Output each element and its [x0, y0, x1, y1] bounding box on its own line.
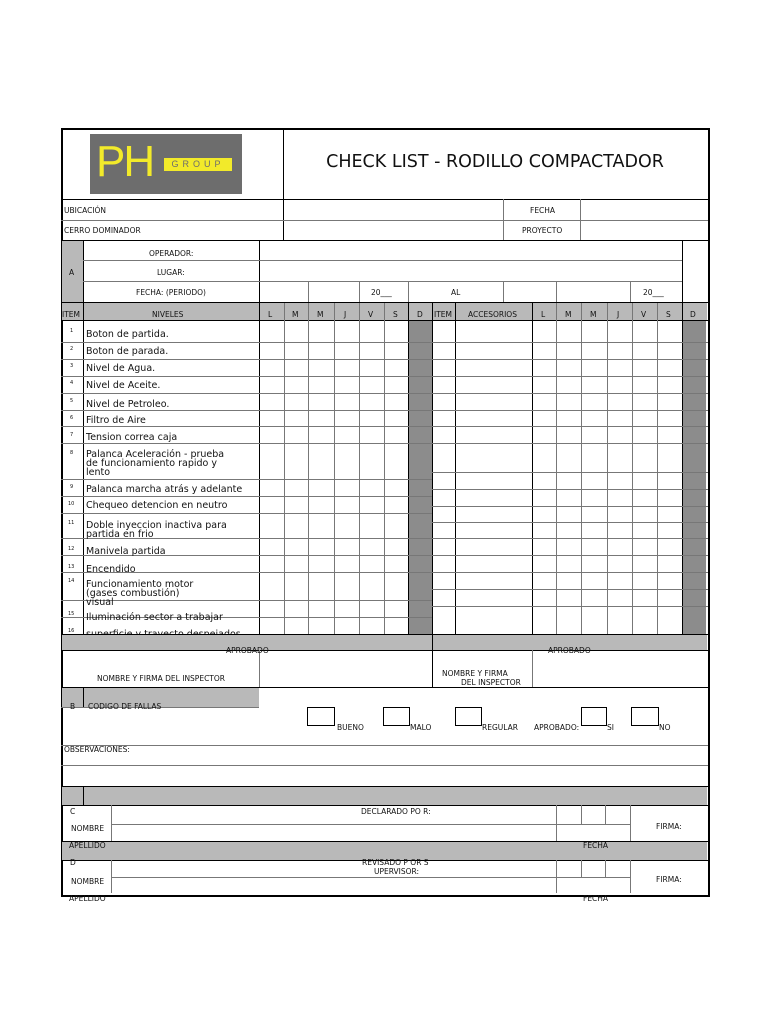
inspector-right-label-1: NOMBRE Y FIRMA [442, 669, 508, 678]
aprobado-right-label: APROBADO [548, 646, 591, 655]
revisado-nombre-field[interactable] [113, 878, 555, 892]
item-number: 7 [70, 432, 74, 438]
check-item-boton-parada: Boton de parada. [86, 346, 169, 357]
proyecto-field[interactable] [582, 222, 705, 239]
item-number: 3 [70, 363, 74, 369]
inspector-right-label-2: DEL INSPECTOR [461, 678, 521, 687]
label-ubicacion: UBICACIÓN [64, 206, 107, 215]
item-number: 8 [70, 450, 74, 456]
item-number: 13 [68, 564, 75, 570]
item-number: 15 [68, 611, 75, 617]
label-proyecto: PROYECTO [522, 226, 563, 235]
declarado-firma-field[interactable] [632, 806, 705, 840]
check-item-detencion-neutro: Chequeo detencion en neutro [86, 500, 228, 511]
label-fecha-c: FECHA [583, 841, 609, 850]
label-regular: REGULAR [482, 723, 518, 732]
header-niveles: NIVELES [152, 310, 184, 319]
header-item-right: ITEM [434, 310, 453, 319]
ubicacion-field[interactable] [285, 201, 501, 219]
check-item-palanca-aceleracion: Palanca Aceleración - prueba de funcionamiento rapido y lento [86, 449, 225, 478]
cerro-field[interactable] [285, 222, 501, 239]
item-number: 4 [70, 380, 74, 386]
header-day-v: V [368, 310, 374, 319]
inspector-left-label: NOMBRE Y FIRMA DEL INSPECTOR [97, 674, 226, 683]
label-firma-c: FIRMA: [656, 822, 682, 831]
label-fecha-d: FECHA [583, 894, 609, 903]
section-c-letter: C [70, 807, 76, 816]
label-aprobado: APROBADO: [534, 723, 580, 732]
label-observaciones: OBSERVACIONES: [64, 745, 130, 754]
label-codigo-fallas: CODIGO DE FALLAS [88, 702, 162, 711]
label-apellido-d: APELLIDO [69, 894, 106, 903]
section-b-letter: B [70, 702, 76, 711]
check-item-boton-partida: Boton de partida. [86, 329, 169, 340]
header-day-m2: M [317, 310, 324, 319]
header-day-l-right: L [541, 310, 546, 319]
label-operador: OPERADOR: [149, 249, 194, 258]
item-number: 5 [70, 398, 74, 404]
header-day-d-right: D [690, 310, 696, 319]
bueno-checkbox[interactable] [307, 707, 335, 726]
malo-checkbox[interactable] [383, 707, 410, 726]
check-item-palanca-marcha: Palanca marcha atrás y adelante [86, 484, 243, 495]
label-cerro-dominador: CERRO DOMINADOR [64, 226, 141, 235]
header-day-j-right: J [617, 310, 620, 319]
page-title: CHECK LIST - RODILLO COMPACTADOR [326, 152, 664, 172]
item-number: 6 [70, 415, 74, 421]
label-malo: MALO [410, 723, 432, 732]
section-d-letter: D [70, 858, 76, 867]
no-checkbox[interactable] [631, 707, 659, 726]
header-day-v-right: V [641, 310, 647, 319]
header-accesorios: ACCESORIOS [468, 310, 517, 319]
label-fecha-periodo: FECHA: (PERIODO) [136, 288, 206, 297]
aprobado-band [62, 634, 707, 650]
label-nombre-d: NOMBRE [71, 877, 105, 886]
observaciones-field[interactable] [63, 766, 705, 785]
item-number: 10 [68, 501, 75, 507]
section-c-band [62, 787, 707, 805]
header-day-d: D [417, 310, 423, 319]
label-no: NO [659, 723, 671, 732]
label-firma-d: FIRMA: [656, 875, 682, 884]
check-item-doble-inyeccion: Doble inyeccion inactiva para partida en frio [86, 520, 227, 540]
check-item-nivel-agua: Nivel de Agua. [86, 363, 156, 374]
fecha-field[interactable] [582, 201, 705, 219]
year-start[interactable]: 20___ [371, 288, 392, 297]
check-item-filtro-aire: Filtro de Aire [86, 415, 146, 426]
logo-ph-text: PH [96, 137, 154, 186]
header-item-left: ITEM [62, 310, 81, 319]
label-al: AL [451, 288, 461, 297]
label-revisado-2: UPERVISOR: [374, 867, 420, 876]
label-revisado-1: REVISADO P OR S [362, 858, 429, 867]
check-item-encendido: Encendido [86, 564, 136, 575]
header-day-j: J [344, 310, 347, 319]
section-a-letter: A [69, 268, 75, 277]
aprobado-left-label: APROBADO [226, 646, 269, 655]
item-number: 14 [68, 578, 75, 584]
year-end[interactable]: 20___ [643, 288, 664, 297]
header-day-m1: M [292, 310, 299, 319]
label-lugar: LUGAR: [157, 268, 185, 277]
header-day-m1-right: M [565, 310, 572, 319]
item-number: 2 [70, 346, 74, 352]
logo-group-text: GROUP [164, 158, 232, 171]
item-number: 9 [70, 484, 74, 490]
header-day-l: L [268, 310, 273, 319]
check-item-funcionamiento-motor: Funcionamiento motor (gases combustión) visual [86, 579, 194, 608]
header-day-m2-right: M [590, 310, 597, 319]
domingo-column-right [683, 320, 706, 634]
item-number: 12 [68, 546, 75, 552]
check-item-iluminacion: Iluminación sector a trabajar [86, 612, 223, 623]
revisado-firma-field[interactable] [632, 861, 705, 892]
label-declarado-por: DECLARADO PO R: [361, 807, 431, 816]
si-checkbox[interactable] [581, 707, 607, 726]
label-si: SI [607, 723, 614, 732]
item-number: 11 [68, 520, 75, 526]
declarado-nombre-field[interactable] [113, 825, 555, 840]
inspector-right-signature-field[interactable] [534, 652, 705, 686]
lugar-field[interactable] [261, 262, 681, 280]
domingo-column-left [409, 320, 432, 634]
header-day-s-right: S [666, 310, 671, 319]
regular-checkbox[interactable] [455, 707, 482, 726]
label-apellido-c: APELLIDO [69, 841, 106, 850]
header-day-s: S [393, 310, 398, 319]
item-number: 1 [70, 328, 74, 334]
check-item-nivel-aceite: Nivel de Aceite. [86, 380, 161, 391]
operador-field[interactable] [261, 242, 681, 259]
item-number: 16 [68, 628, 75, 634]
check-item-manivela-partida: Manivela partida [86, 546, 166, 557]
label-fecha: FECHA [530, 206, 556, 215]
inspector-left-signature-field[interactable] [261, 652, 431, 686]
label-nombre-c: NOMBRE [71, 824, 105, 833]
check-item-tension-correa: Tension correa caja [86, 432, 178, 443]
label-bueno: BUENO [337, 723, 364, 732]
check-item-nivel-petroleo: Nivel de Petroleo. [86, 399, 170, 410]
